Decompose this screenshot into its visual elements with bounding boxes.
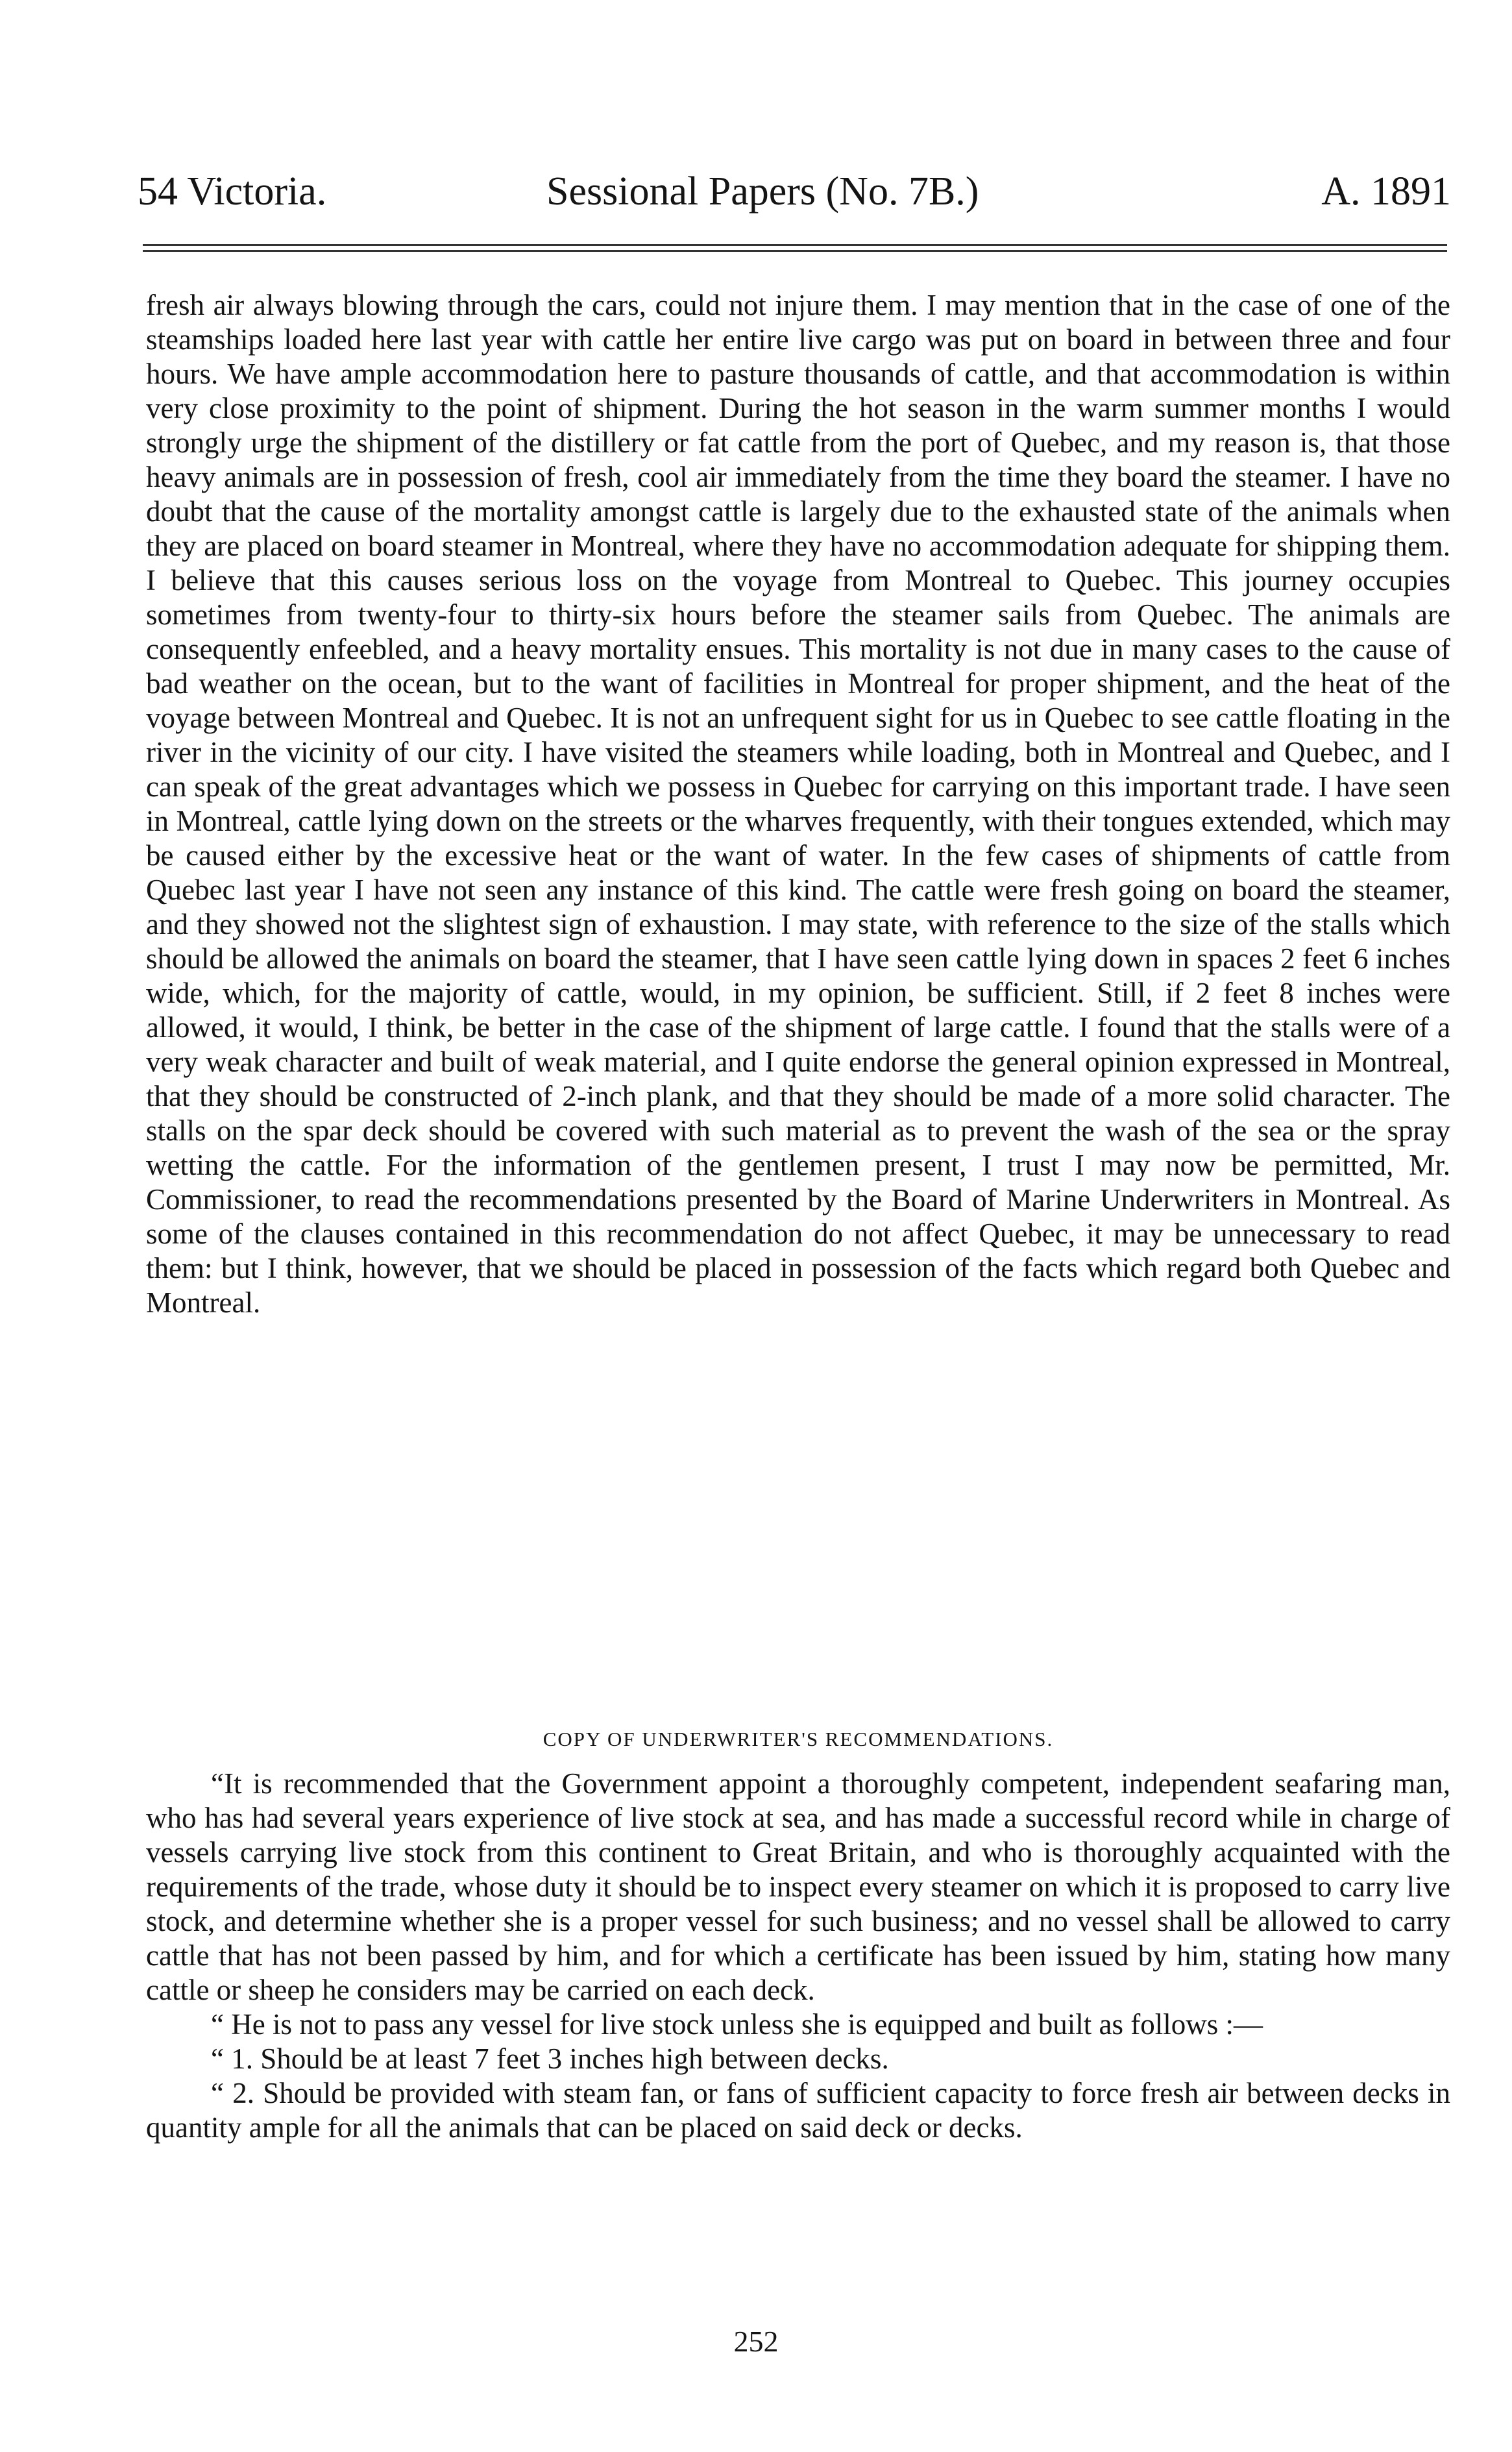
quote-item-1: “ 1. Should be at least 7 feet 3 inches high between decks. xyxy=(211,2042,889,2075)
header-session: 54 Victoria. xyxy=(138,169,327,214)
recommendations-quote xyxy=(146,1767,1450,2145)
header-year: A. 1891 xyxy=(1321,169,1451,214)
running-header xyxy=(138,162,1451,221)
header-rule-bottom xyxy=(143,250,1447,252)
header-rule-top xyxy=(143,244,1447,246)
quote-paragraph-2: “ He is not to pass any vessel for live stock unless she is equipped and built as follows :— xyxy=(211,2008,1263,2041)
quote-paragraph-1: “It is recommended that the Government appoint a thoroughly competent, independent seafaring man, who has had several years experience of live stock at sea, and has made a successful record while in charge of vessels carrying live stock from this continent to Great Britain, and who is thoroughly acquainted with the requirements of the trade, whose duty it should be to inspect every steamer on which it is proposed to carry live stock, and determine whether she is a proper vessel for such business; and no vessel shall be allowed to carry cattle that has not been passed by him, and for which a certificate has been issued by him, stating how many cattle or sheep he considers may be carried on each deck. xyxy=(146,1767,1450,2006)
quote-item-2: “ 2. Should be provided with steam fan, or fans of sufficient capacity to force fresh air between decks in quantity ample for all the animals that can be placed on said deck or decks. xyxy=(146,2077,1450,2144)
body-paragraph: fresh air always blowing through the cars, could not injure them. I may mention that in the case of one of the steamships loaded here last year with cattle her entire live cargo was put on board in between three and four hours. We have ample accommodation here to pasture thousands of cattle, and that accommodation is within very close proximity to the point of shipment. During the hot season in the warm summer months I would strongly urge the shipment of the distillery or fat cattle from the port of Quebec, and my reason is, that those heavy animals are in possession of fresh, cool air immediately from the time they board the steamer. I have no doubt that the cause of the mortality amongst cattle is largely due to the exhausted state of the animals when they are placed on board steamer in Montreal, where they have no accommodation adequate for shipping them. I believe that this causes serious loss on the voyage from Montreal to Quebec. This journey occupies sometimes from twenty-four to thirty-six hours before the steamer sails from Quebec. The animals are consequently enfeebled, and a heavy mortality ensues. This mortality is not due in many cases to the cause of bad weather on the ocean, but to the want of facilities in Montreal for proper shipment, and the heat of the voyage between Montreal and Quebec. It is not an unfrequent sight for us in Quebec to see cattle floating in the river in the vicinity of our city. I have visited the steamers while loading, both in Montreal and Quebec, and I can speak of the great advantages which we possess in Quebec for carrying on this important trade. I have seen in Montreal, cattle lying down on the streets or the wharves frequently, with their tongues extended, which may be caused either by the excessive heat or the want of water. In the few cases of shipments of cattle from Quebec last year I have not seen any instance of this kind. The cattle were fresh going on board the steamer, and they showed not the slightest sign of exhaustion. I may state, with reference to the size of the stalls which should be allowed the animals on board the steamer, that I have seen cattle lying down in spaces 2 feet 6 inches wide, which, for the majority of cattle, would, in my opinion, be sufficient. Still, if 2 feet 8 inches were allowed, it would, I think, be better in the case of the shipment of large cattle. I found that the stalls were of a very weak character and built of weak material, and I quite endorse the general opinion expressed in Montreal, that they should be constructed of 2-inch plank, and that they should be made of a more solid character. The stalls on the spar deck should be covered with such material as to prevent the wash of the sea or the spray wetting the cattle. For the information of the gentlemen present, I trust I may now be permitted, Mr. Commissioner, to read the recommendations presented by the Board of Marine Underwriters in Montreal. As some of the clauses contained in this recommendation do not affect Quebec, it may be unnecessary to read them: but I think, however, that we should be placed in possession of the facts which regard both Quebec and Montreal. xyxy=(146,289,1450,1319)
header-title: Sessional Papers (No. 7B.) xyxy=(546,169,979,214)
body-text xyxy=(146,288,1450,1320)
page-number: 252 xyxy=(733,2325,779,2358)
section-heading: COPY OF UNDERWRITER'S RECOMMENDATIONS. xyxy=(543,1728,1054,1750)
